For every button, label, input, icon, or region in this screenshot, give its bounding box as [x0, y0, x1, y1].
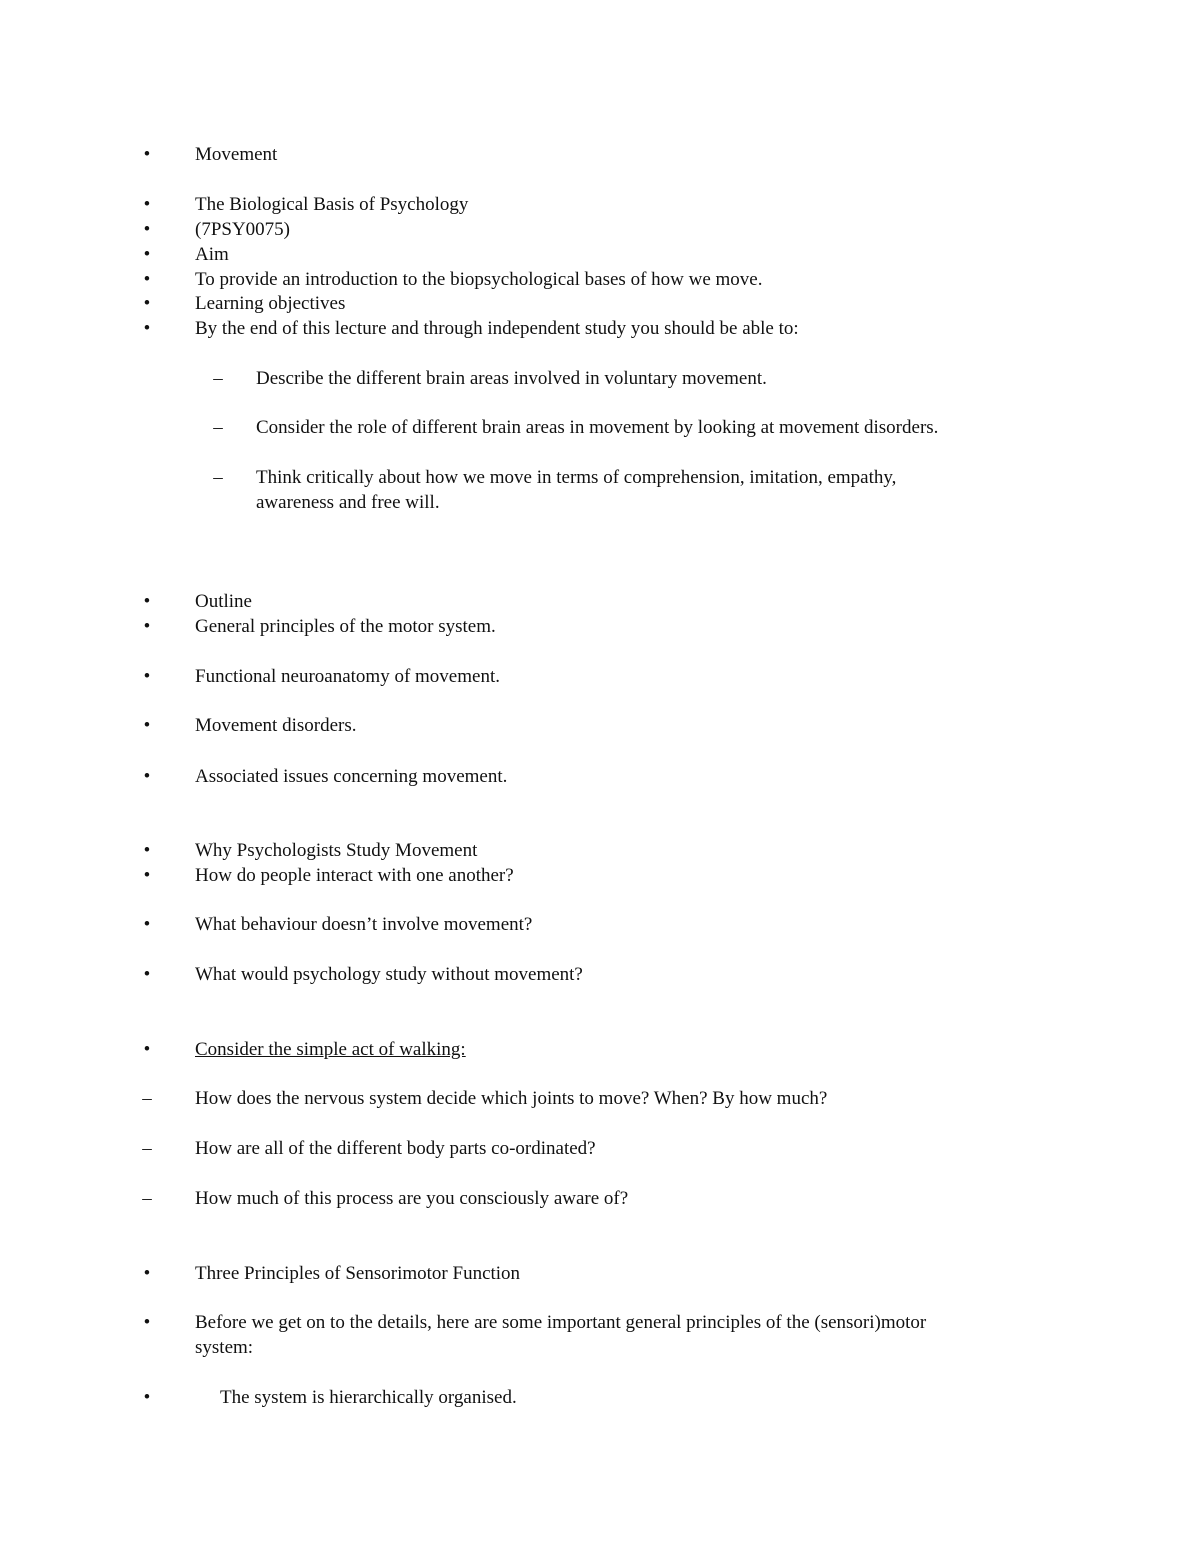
list-item-text: What behaviour doesn’t involve movement?	[195, 914, 533, 935]
bullet-marker: •	[143, 1263, 151, 1284]
list-item-text: awareness and free will.	[256, 492, 440, 513]
list-item-text: By the end of this lecture and through independent study you should be able to:	[195, 318, 799, 339]
list-item-text: Associated issues concerning movement.	[195, 766, 508, 787]
list-item-text: Functional neuroanatomy of movement.	[195, 666, 500, 687]
list-item-text: Outline	[195, 591, 252, 612]
bullet-marker: •	[143, 591, 151, 612]
list-item-text: How do people interact with one another?	[195, 865, 514, 886]
bullet-marker: •	[143, 1387, 151, 1408]
bullet-marker: •	[143, 318, 151, 339]
list-item-text: What would psychology study without movement?	[195, 964, 583, 985]
list-item-text: Three Principles of Sensorimotor Function	[195, 1263, 521, 1284]
dash-marker: –	[213, 467, 223, 488]
bullet-marker: •	[143, 766, 151, 787]
list-item-text: system:	[195, 1337, 254, 1358]
dash-marker: –	[142, 1138, 152, 1159]
bullet-marker: •	[143, 964, 151, 985]
bullet-marker: •	[143, 269, 151, 290]
list-item-text: The system is hierarchically organised.	[220, 1387, 517, 1408]
dash-marker: –	[213, 368, 223, 389]
bullet-marker: •	[143, 219, 151, 240]
dash-marker: –	[142, 1088, 152, 1109]
list-item-text: The Biological Basis of Psychology	[195, 194, 469, 215]
bullet-marker: •	[143, 1312, 151, 1333]
dash-marker: –	[213, 417, 223, 438]
list-item-text: Learning objectives	[195, 293, 346, 314]
bullet-marker: •	[143, 865, 151, 886]
bullet-marker: •	[143, 244, 151, 265]
bullet-marker: •	[143, 666, 151, 687]
bullet-marker: •	[143, 1039, 151, 1060]
bullet-marker: •	[143, 914, 151, 935]
bullet-marker: •	[143, 293, 151, 314]
bullet-marker: •	[143, 715, 151, 736]
list-item-text: Describe the different brain areas involved in voluntary movement.	[256, 368, 767, 389]
bullet-marker: •	[143, 840, 151, 861]
list-item-text: Before we get on to the details, here are some important general principles of the (sensori)motor	[195, 1312, 927, 1333]
list-item-text: How much of this process are you consciously aware of?	[195, 1188, 629, 1209]
list-item-text: Consider the role of different brain areas in movement by looking at movement disorders.	[256, 417, 939, 438]
underlined-heading-text: Consider the simple act of walking:	[195, 1039, 466, 1060]
bullet-marker: •	[143, 616, 151, 637]
bullet-marker: •	[143, 194, 151, 215]
list-item-text: (7PSY0075)	[195, 219, 291, 240]
list-item-text: How does the nervous system decide which joints to move? When? By how much?	[195, 1088, 828, 1109]
list-item-text: General principles of the motor system.	[195, 616, 496, 637]
list-item-text: Movement	[195, 144, 278, 165]
bullet-marker: •	[143, 144, 151, 165]
list-item-text: Aim	[195, 244, 229, 265]
list-item-text: To provide an introduction to the biopsychological bases of how we move.	[195, 269, 763, 290]
list-item-text: Think critically about how we move in terms of comprehension, imitation, empathy,	[256, 467, 897, 488]
dash-marker: –	[142, 1188, 152, 1209]
list-item-text: Why Psychologists Study Movement	[195, 840, 478, 861]
list-item-text: How are all of the different body parts co-ordinated?	[195, 1138, 596, 1159]
list-item-text: Movement disorders.	[195, 715, 357, 736]
